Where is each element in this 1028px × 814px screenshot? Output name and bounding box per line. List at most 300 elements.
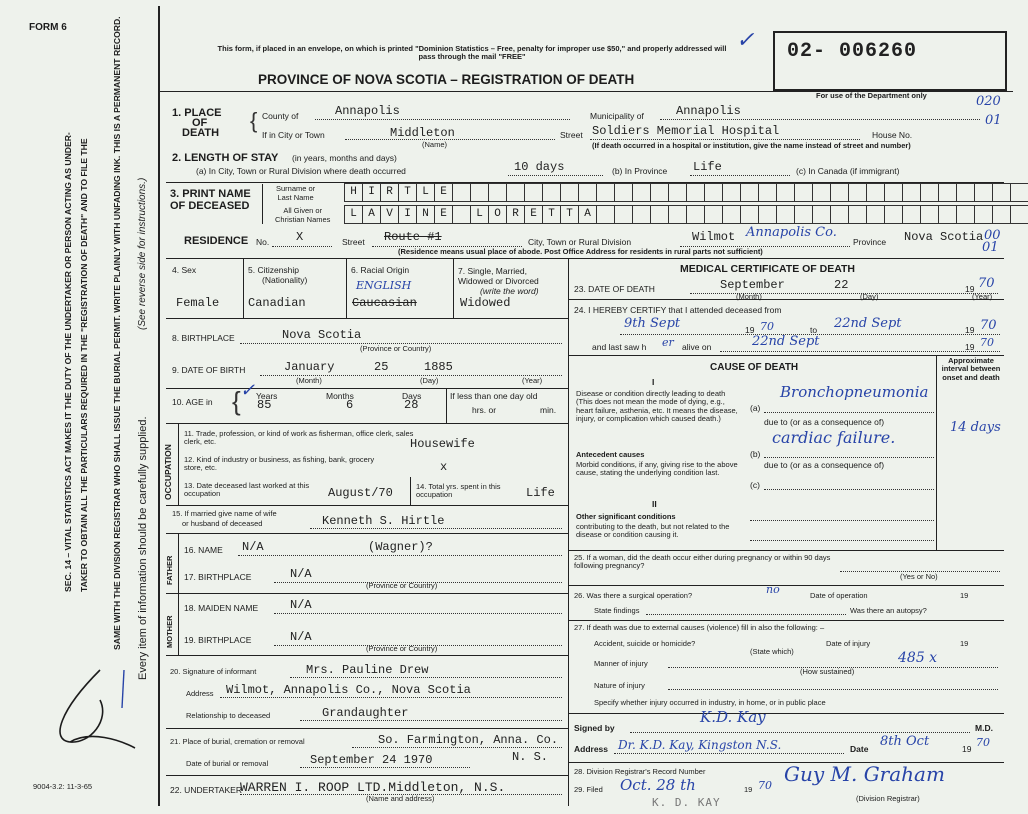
other-text: contributing to the death, but not related to the disease or condition causing it. xyxy=(576,522,730,540)
antecedent-text: Morbid conditions, if any, giving rise to the above cause, stating the underlying condition last. xyxy=(576,460,738,478)
left-margin-rule xyxy=(158,6,160,806)
age-months: 6 xyxy=(346,398,354,412)
div-7 xyxy=(453,258,454,318)
signed-by-label: Signed by xyxy=(574,723,615,733)
county-line xyxy=(315,119,570,120)
parent-split xyxy=(166,593,178,594)
surname-boxes xyxy=(344,183,1028,202)
dob-month: January xyxy=(284,360,335,374)
letter-box xyxy=(975,183,993,202)
informant-rel-line xyxy=(300,720,562,721)
stay-b-label: (b) In Province xyxy=(612,166,668,176)
letter-box xyxy=(597,205,615,224)
letter-box xyxy=(687,205,705,224)
burial-place: So. Farmington, Anna. Co. xyxy=(378,733,559,747)
occ-q12-value: x xyxy=(440,460,448,474)
racial-value: Caucasian xyxy=(352,296,417,310)
rule-20 xyxy=(166,655,568,656)
medical-heading: MEDICAL CERTIFICATE OF DEATH xyxy=(680,263,855,275)
rule-26 xyxy=(568,585,1004,586)
letter-box xyxy=(705,183,723,202)
cause-b-label: (b) xyxy=(750,449,761,459)
code-4: 01 xyxy=(982,240,999,255)
occ-q14-value: Life xyxy=(526,486,555,500)
letter-box xyxy=(615,183,633,202)
attended-70a: 70 xyxy=(760,320,774,333)
municipality-value: Annapolis xyxy=(676,104,741,118)
letter-box xyxy=(633,205,651,224)
form-title: PROVINCE OF NOVA SCOTIA – REGISTRATION OF DEATH xyxy=(258,72,635,87)
father-side-label: FATHER xyxy=(165,555,174,585)
death-year: 70 xyxy=(978,276,995,291)
letter-box xyxy=(669,205,687,224)
undertaker-value: WARREN I. ROOP LTD.Middleton, N.S. xyxy=(240,780,506,795)
letter-box: I xyxy=(363,183,381,202)
res-province-value: Nova Scotia xyxy=(904,230,984,244)
occ-col xyxy=(178,423,179,505)
letter-box xyxy=(453,205,471,224)
letter-box xyxy=(813,183,831,202)
name-label: 3. PRINT NAME OF DECEASED xyxy=(170,188,251,212)
other-line-1 xyxy=(750,520,934,521)
injury-date-label: Date of injury xyxy=(826,639,871,648)
attended-19a: 19 xyxy=(745,325,755,335)
other-line-2 xyxy=(750,540,934,541)
letter-box xyxy=(831,183,849,202)
mother-bp-sub: (Province or Country) xyxy=(366,644,438,653)
spouse-value: Kenneth S. Hirtle xyxy=(322,514,445,528)
other-title: Other significant conditions xyxy=(576,512,676,521)
antecedent-title: Antecedent causes xyxy=(576,450,645,459)
letter-box xyxy=(579,183,597,202)
letter-box: T xyxy=(561,205,579,224)
attended-19b: 19 xyxy=(965,325,975,335)
informant-address: Wilmot, Annapolis Co., Nova Scotia xyxy=(226,683,471,697)
occ-14-div xyxy=(410,477,411,505)
letter-box xyxy=(939,183,957,202)
informant-addr-line xyxy=(220,697,562,698)
date-label: Date xyxy=(850,744,869,754)
father-name: N/A xyxy=(242,540,264,554)
death-year-prefix: 19 xyxy=(965,284,975,294)
code-3: 00 xyxy=(984,228,1001,243)
burial-date-line xyxy=(300,767,470,768)
side-note-2: TAKER TO OBTAIN ALL THE PARTICULARS REQUIRED IN THE "REGISTRATION OF DEATH" AND TO FILE THE xyxy=(79,138,89,592)
racial-correction: ENGLISH xyxy=(356,279,412,292)
mailing-note: This form, if placed in an envelope, on which is printed "Dominion Statistics – Free, penalty for improper use $50," and properly addressed will pass through the mail "FREE" xyxy=(217,44,727,62)
age-lt-label3: min. xyxy=(540,405,557,415)
father-name-line xyxy=(238,555,562,556)
informant-addr-label: Address xyxy=(186,689,214,698)
attended-from: 9th Sept xyxy=(624,316,681,331)
check-mark: ✓ xyxy=(736,28,755,53)
certify-label: 24. I HEREBY CERTIFY that I attended deceased from xyxy=(574,305,782,315)
side-note-4: Every item of information should be carefully supplied. xyxy=(137,416,149,680)
letter-box xyxy=(885,183,903,202)
city-value: Middleton xyxy=(390,126,455,140)
interval-heading: Approximate interval between onset and death xyxy=(941,356,1001,382)
stay-b-line xyxy=(690,175,790,176)
cause-a-value: Bronchopneumonia xyxy=(780,383,929,401)
rule-25 xyxy=(568,550,1004,551)
burial-date: September 24 1970 xyxy=(310,753,433,767)
physician-address: Dr. K.D. Kay, Kingston N.S. xyxy=(618,738,782,752)
side-note-1: SEC. 14 – VITAL STATISTICS ACT MAKES IT THE DUTY OF THE UNDERTAKER OR PERSON ACTING AS UNDER- xyxy=(63,132,73,592)
city-label: If in City or Town xyxy=(262,130,325,140)
letter-box: E xyxy=(435,183,453,202)
municipality-line xyxy=(660,119,980,120)
rule-27 xyxy=(568,620,1004,621)
dob-year-label: (Year) xyxy=(522,376,543,385)
dob-year: 1885 xyxy=(424,360,453,374)
birthplace-value: Nova Scotia xyxy=(282,328,362,342)
sex-label: 4. Sex xyxy=(172,265,197,275)
age-months-label: Months xyxy=(326,391,354,401)
cert-date: 8th Oct xyxy=(880,734,930,749)
accident-label: Accident, suicide or homicide? xyxy=(594,639,696,648)
letter-box xyxy=(651,183,669,202)
res-street-label: Street xyxy=(342,237,365,247)
letter-box: R xyxy=(381,183,399,202)
given-label: All Given or Christian Names xyxy=(275,206,331,224)
code-1: 020 xyxy=(976,94,1001,109)
age-check: ✓ xyxy=(240,380,256,401)
address-label: Address xyxy=(574,744,609,754)
place-label: 1. PLACE OF DEATH xyxy=(172,107,222,139)
signed-line xyxy=(630,732,970,733)
occ-q13-value: August/70 xyxy=(328,486,393,500)
rule-4 xyxy=(166,258,1004,259)
letter-box: O xyxy=(489,205,507,224)
cause-a-label: (a) xyxy=(750,403,761,413)
letter-box xyxy=(903,183,921,202)
res-no-value: X xyxy=(296,230,304,244)
letter-box: E xyxy=(435,205,453,224)
op-19: 19 xyxy=(960,591,969,600)
letter-box: E xyxy=(525,205,543,224)
manner-label: Manner of injury xyxy=(594,659,648,668)
due-label-1: due to (or as a consequence of) xyxy=(764,417,885,427)
q27-label: 27. If death was due to external causes (violence) fill in also the following: – xyxy=(574,623,825,632)
cause-c-line xyxy=(764,489,934,490)
street-line xyxy=(590,139,860,140)
cause-a-line xyxy=(764,412,934,413)
burial-place-line xyxy=(352,747,562,748)
county-label: County of xyxy=(262,111,299,121)
q25-line xyxy=(840,571,1000,572)
letter-box xyxy=(1011,183,1028,202)
age-days-label: Days xyxy=(402,391,422,401)
letter-box xyxy=(993,205,1011,224)
letter-box: A xyxy=(579,205,597,224)
res-no-label: No. xyxy=(256,237,270,247)
address-line xyxy=(614,753,844,754)
letter-box xyxy=(525,183,543,202)
informant-rel-label: Relationship to deceased xyxy=(186,711,271,720)
mother-maiden-line xyxy=(274,613,562,614)
rule-11 xyxy=(166,423,568,424)
filed-70: 70 xyxy=(758,779,772,792)
yes-no-label: (Yes or No) xyxy=(900,572,938,581)
rule-16 xyxy=(166,533,568,534)
how-sustained: (How sustained) xyxy=(800,667,855,676)
date-of-death-label: 23. DATE OF DEATH xyxy=(574,284,655,294)
letter-box xyxy=(471,183,489,202)
age-brace: { xyxy=(232,386,241,416)
letter-box xyxy=(741,205,759,224)
letter-box xyxy=(993,183,1011,202)
alive-70: 70 xyxy=(980,336,994,349)
age-days: 28 xyxy=(404,398,419,412)
death-month: September xyxy=(720,278,785,292)
letter-box xyxy=(831,205,849,224)
birthplace-label: 8. BIRTHPLACE xyxy=(172,333,235,343)
occupation-side-label: OCCUPATION xyxy=(163,444,173,500)
rule-24 xyxy=(568,299,1004,300)
letter-box xyxy=(561,183,579,202)
letter-box xyxy=(723,183,741,202)
citizenship-sub: (Nationality) xyxy=(262,275,308,285)
letter-box xyxy=(903,205,921,224)
registration-number: 02- 006260 xyxy=(787,40,918,63)
father-bp-sub: (Province or Country) xyxy=(366,581,438,590)
death-month-label: (Month) xyxy=(736,292,762,301)
letter-box xyxy=(759,205,777,224)
mother-bp-label: 19. BIRTHPLACE xyxy=(184,635,252,645)
inj-19: 19 xyxy=(960,639,969,648)
letter-box xyxy=(795,205,813,224)
informant-name-line xyxy=(290,677,562,678)
stay-c-label: (c) In Canada (if immigrant) xyxy=(796,166,900,176)
dob-day: 25 xyxy=(374,360,389,374)
findings-label: State findings xyxy=(594,606,640,615)
cause-b-line xyxy=(764,457,934,458)
letter-box xyxy=(921,205,939,224)
letter-box: L xyxy=(471,205,489,224)
citizenship-label: 5. Citizenship xyxy=(248,265,300,275)
burial-date-label: Date of burial or removal xyxy=(186,759,269,768)
county-value: Annapolis xyxy=(335,104,400,118)
cert-19: 19 xyxy=(962,744,972,754)
alive-date: 22nd Sept xyxy=(752,334,820,349)
marital-label: 7. Single, Married, Widowed or Divorced (write the word) xyxy=(458,266,539,296)
dob-label: 9. DATE OF BIRTH xyxy=(172,365,246,375)
letter-box: A xyxy=(363,205,381,224)
stay-a-line xyxy=(508,175,603,176)
house-label: House No. xyxy=(872,130,913,140)
age-label: 10. AGE in xyxy=(172,397,213,407)
citizenship-value: Canadian xyxy=(248,296,306,310)
stay-label: 2. LENGTH OF STAY xyxy=(172,152,279,164)
occ-q11: 11. Trade, profession, or kind of work as fisherman, office clerk, sales clerk, etc. xyxy=(184,429,414,447)
letter-box xyxy=(651,205,669,224)
rule-18 xyxy=(166,593,568,594)
letter-box xyxy=(777,183,795,202)
registrar-stamp: K. D. KAY xyxy=(652,796,721,809)
initials-scribble xyxy=(40,660,140,755)
due-label-2: due to (or as a consequence of) xyxy=(764,460,885,470)
letter-box xyxy=(453,183,471,202)
age-div xyxy=(446,388,447,423)
letter-box xyxy=(849,205,867,224)
letter-box: N xyxy=(417,205,435,224)
parent-col xyxy=(178,533,179,655)
registrar-label: (Division Registrar) xyxy=(856,794,920,803)
nature-label: Nature of injury xyxy=(594,681,645,690)
letter-box xyxy=(705,205,723,224)
age-lt-label1: If less than one day old xyxy=(450,391,538,401)
roman-two: II xyxy=(652,499,657,509)
cause-c-label: (c) xyxy=(750,480,760,490)
letter-box xyxy=(687,183,705,202)
letter-box xyxy=(813,205,831,224)
letter-box xyxy=(867,183,885,202)
state-which: (State which) xyxy=(750,647,794,656)
div-6 xyxy=(346,258,347,318)
father-name-extra: (Wagner)? xyxy=(368,540,433,554)
q26-label: 26. Was there a surgical operation? xyxy=(574,591,693,600)
stay-a-label: (a) In City, Town or Rural Division where death occurred xyxy=(196,166,406,176)
filed-date: Oct. 28 th xyxy=(620,776,696,794)
letter-box xyxy=(1011,205,1028,224)
death-day: 22 xyxy=(834,278,849,292)
alive-line xyxy=(720,351,1000,352)
letter-box xyxy=(507,183,525,202)
age-years: 85 xyxy=(257,398,272,412)
letter-box: L xyxy=(344,205,363,224)
letter-box: T xyxy=(543,205,561,224)
occ-q12: 12. Kind of industry or business, as fishing, bank, grocery store, etc. xyxy=(184,455,375,473)
res-city-value: Wilmot xyxy=(692,230,736,244)
father-bp: N/A xyxy=(290,567,312,581)
side-note-5: (See reverse side for instructions.) xyxy=(137,177,148,330)
mother-side-label: MOTHER xyxy=(165,615,174,648)
death-year-label: (Year) xyxy=(972,292,993,301)
letter-box: V xyxy=(381,205,399,224)
specify-label: Specify whether injury occurred in industry, in home, or in public place xyxy=(594,698,826,707)
dob-month-label: (Month) xyxy=(296,376,322,385)
rule-8 xyxy=(166,318,568,319)
rule-cause xyxy=(568,355,1004,356)
undertaker-label: 22. UNDERTAKER xyxy=(170,785,242,795)
given-boxes xyxy=(344,205,1028,224)
alive-label: alive on xyxy=(682,342,712,352)
letter-box xyxy=(597,183,615,202)
res-city-label: City, Town or Rural Division xyxy=(528,237,632,247)
dob-day-label: (Day) xyxy=(420,376,439,385)
letter-box xyxy=(849,183,867,202)
cert-70: 70 xyxy=(976,736,990,749)
registrar-record-label: 28. Division Registrar's Record Number xyxy=(574,767,706,776)
marital-value: Widowed xyxy=(460,296,511,310)
surname-label: Surname or Last Name xyxy=(276,184,316,202)
letter-box xyxy=(633,183,651,202)
letter-box: T xyxy=(399,183,417,202)
burial-place-label: 21. Place of burial, cremation or removal xyxy=(170,737,305,746)
letter-box xyxy=(921,183,939,202)
birthplace-sub: (Province or Country) xyxy=(360,344,432,353)
rule-10 xyxy=(166,388,568,389)
dept-use-note: For use of the Department only xyxy=(816,91,927,100)
last-saw-label: and last saw h xyxy=(592,342,647,352)
md-label: M.D. xyxy=(975,723,993,733)
father-name-label: 16. NAME xyxy=(184,545,223,555)
stamp-number: 485 x xyxy=(898,650,938,666)
letter-box xyxy=(885,205,903,224)
racial-label: 6. Racial Origin xyxy=(351,265,410,275)
residence-label: RESIDENCE xyxy=(184,235,249,247)
street-label: Street xyxy=(560,130,583,140)
letter-box: L xyxy=(417,183,435,202)
father-bp-label: 17. BIRTHPLACE xyxy=(184,572,252,582)
div-5 xyxy=(243,258,244,318)
res-street-value: Route #1 xyxy=(384,230,442,244)
mother-maiden-label: 18. MAIDEN NAME xyxy=(184,603,259,613)
informant-relationship: Grandaughter xyxy=(322,706,409,720)
interval-col xyxy=(936,355,937,550)
cause-heading: CAUSE OF DEATH xyxy=(710,362,799,373)
name-label-div xyxy=(262,184,263,224)
letter-box xyxy=(867,205,885,224)
nature-line xyxy=(668,689,998,690)
res-county-handwritten: Annapolis Co. xyxy=(746,225,837,240)
city-line xyxy=(345,139,555,140)
hospital-note: (If death occurred in a hospital or institution, give the name instead of street and number) xyxy=(592,141,911,150)
filed-label: 29. Filed xyxy=(574,785,603,794)
stay-a-value: 10 days xyxy=(514,160,565,174)
form-number: FORM 6 xyxy=(29,22,67,33)
registrar-signature: Guy M. Graham xyxy=(784,762,945,786)
center-divider xyxy=(568,258,569,806)
residence-note: (Residence means usual place of abode. Post Office Address for residents in rural parts not sufficient) xyxy=(398,247,763,256)
letter-box xyxy=(975,205,993,224)
print-code: 9004-3.2: 11-3-65 xyxy=(33,782,93,791)
q26-value: no xyxy=(766,583,780,596)
informant-name: Mrs. Pauline Drew xyxy=(306,663,429,677)
letter-box xyxy=(939,205,957,224)
informant-sig-label: 20. Signature of informant xyxy=(170,667,257,676)
letter-box xyxy=(777,205,795,224)
occ-q11-value: Housewife xyxy=(410,437,475,451)
letter-box xyxy=(489,183,507,202)
letter-box xyxy=(669,183,687,202)
letter-box xyxy=(615,205,633,224)
rule-21 xyxy=(166,728,568,729)
street-value: Soldiers Memorial Hospital xyxy=(592,124,780,138)
attended-to: 22nd Sept xyxy=(834,316,902,331)
spouse-label: 15. If married give name of wife or husband of deceased xyxy=(172,509,277,528)
age-years-label: Years xyxy=(256,391,278,401)
rule-22 xyxy=(166,775,568,776)
spouse-line xyxy=(310,528,562,529)
letter-box xyxy=(795,183,813,202)
letter-box xyxy=(957,183,975,202)
last-saw-hw: er xyxy=(662,336,674,349)
findings-line xyxy=(646,614,846,615)
letter-box xyxy=(759,183,777,202)
filed-19: 19 xyxy=(744,785,753,794)
signed-by-value: K.D. Kay xyxy=(700,708,766,726)
rule-signed xyxy=(568,713,1004,714)
city-name-label: (Name) xyxy=(422,140,448,149)
municipality-label: Municipality of xyxy=(590,111,644,121)
code-2: 01 xyxy=(985,113,1002,128)
letter-box: H xyxy=(344,183,363,202)
stay-sub: (in years, months and days) xyxy=(292,153,397,163)
occ-q14: 14. Total yrs. spent in this occupation xyxy=(416,482,501,500)
q25-label: 25. If a woman, did the death occur either during pregnancy or within 90 days following pregnancy? xyxy=(574,553,831,571)
attended-70b: 70 xyxy=(980,318,997,333)
